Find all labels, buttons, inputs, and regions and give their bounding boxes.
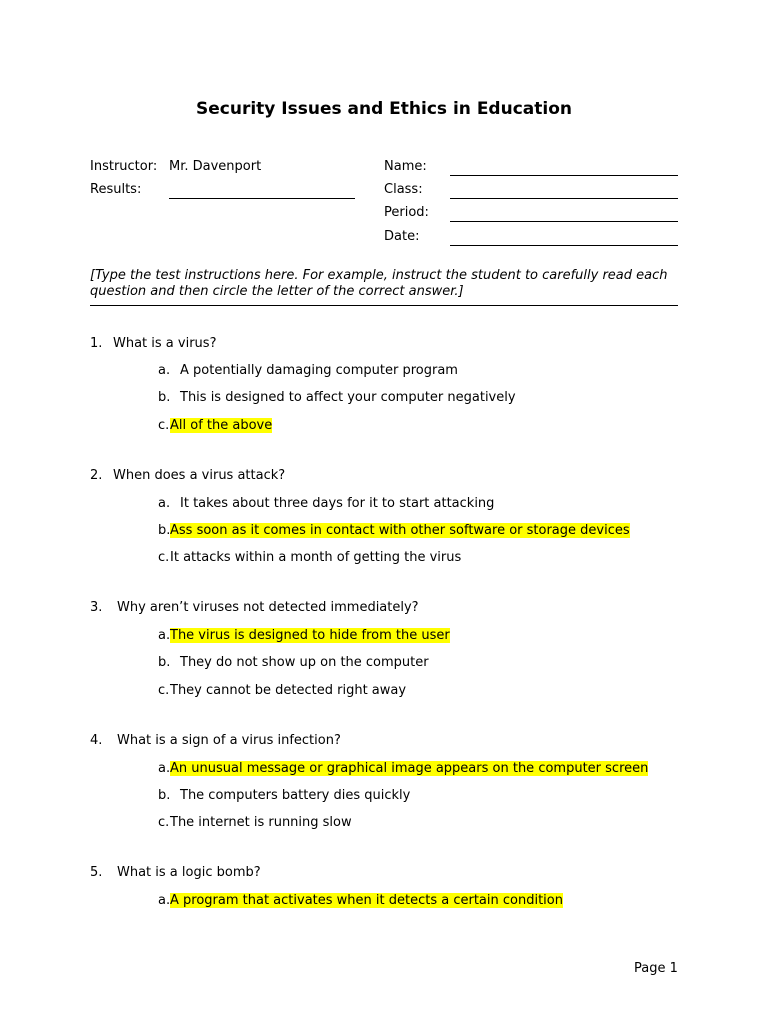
option-text: They do not show up on the computer: [180, 655, 429, 670]
option-letter: b.: [158, 788, 171, 803]
option-text: They cannot be detected right away: [170, 683, 407, 698]
page-number: Page 1: [634, 961, 678, 976]
option-letter: c.: [158, 418, 170, 433]
option-text: It attacks within a month of getting the virus: [170, 550, 462, 565]
option-text-highlighted: All of the above: [170, 418, 273, 433]
option-letter: a.: [158, 628, 171, 643]
option-letter: a.: [158, 363, 171, 378]
question-text: What is a virus?: [113, 336, 217, 351]
option-text-highlighted: Ass soon as it comes in contact with other software or storage devices: [170, 523, 630, 538]
instructor-value: Mr. Davenport: [169, 159, 262, 174]
option-letter: c.: [158, 550, 170, 565]
date-label: Date:: [384, 229, 420, 244]
question-number: 4.: [90, 733, 103, 748]
question-text: When does a virus attack?: [113, 468, 286, 483]
results-label: Results:: [90, 182, 142, 197]
period-label: Period:: [384, 205, 429, 220]
question-number: 5.: [90, 865, 103, 880]
option-text-highlighted: An unusual message or graphical image appears on the computer screen: [170, 761, 649, 776]
option-text-highlighted: The virus is designed to hide from the user: [170, 628, 450, 643]
option-letter: a.: [158, 496, 171, 511]
option-text: The computers battery dies quickly: [180, 788, 411, 803]
period-blank-line: [450, 221, 678, 222]
instructions-divider: [90, 305, 678, 306]
option-letter: b.: [158, 390, 171, 405]
name-label: Name:: [384, 159, 427, 174]
test-instructions: [Type the test instructions here. For example, instruct the student to carefully read each question and then circle the letter of the correct answer.]: [90, 268, 668, 299]
question-number: 1.: [90, 336, 103, 351]
question-text: Why aren’t viruses not detected immediately?: [117, 600, 419, 615]
question-text: What is a logic bomb?: [117, 865, 261, 880]
question-number: 2.: [90, 468, 103, 483]
option-text: This is designed to affect your computer negatively: [180, 390, 516, 405]
class-label: Class:: [384, 182, 423, 197]
option-letter: c.: [158, 815, 170, 830]
option-letter: b.: [158, 523, 171, 538]
option-text: The internet is running slow: [170, 815, 352, 830]
option-text-highlighted: A program that activates when it detects a certain condition: [170, 893, 563, 908]
instructor-label: Instructor:: [90, 159, 158, 174]
option-text: It takes about three days for it to start attacking: [180, 496, 495, 511]
option-letter: b.: [158, 655, 171, 670]
option-letter: c.: [158, 683, 170, 698]
option-letter: a.: [158, 761, 171, 776]
date-blank-line: [450, 245, 678, 246]
results-blank-line: [169, 198, 355, 199]
class-blank-line: [450, 198, 678, 199]
option-letter: a.: [158, 893, 171, 908]
option-text: A potentially damaging computer program: [180, 363, 458, 378]
question-number: 3.: [90, 600, 103, 615]
question-text: What is a sign of a virus infection?: [117, 733, 341, 748]
name-blank-line: [450, 175, 678, 176]
page-title: Security Issues and Ethics in Education: [196, 99, 572, 119]
